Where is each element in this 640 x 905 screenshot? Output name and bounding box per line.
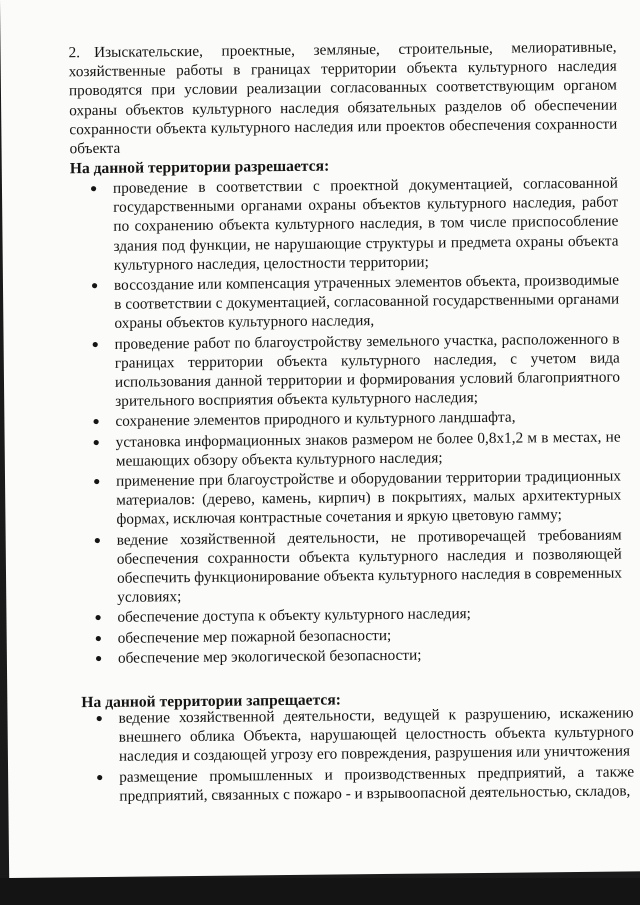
list-item xyxy=(88,174,619,276)
forbidden-heading: На данной территории запрещается: xyxy=(81,691,342,712)
bullet-icon: ● xyxy=(92,434,100,449)
bullet-icon: ● xyxy=(92,414,100,429)
bullet-icon: ● xyxy=(94,610,102,625)
list-item xyxy=(90,329,621,411)
bullet-icon: ● xyxy=(89,180,98,196)
list-item-text: обеспечение мер экологической безопасности; xyxy=(117,646,422,667)
bullet-icon: ● xyxy=(91,336,99,351)
list-item xyxy=(91,427,621,471)
list-item-text: ведение хозяйственной деятельности, ведущей к разрушению, искажению внешнего облика Объекта, нарушающей целостность объекта культурного наследия и создающей угрозу его повреждения, разрушения или уничтожения xyxy=(118,704,634,766)
list-item-text: проведение в соответствии с проектной документацией, согласованной государственными органами охраны объектов культурного наследия, работ по сохранению объекта культурного наследия, в том числе приспособление здания под функции, не нарушающие структуры и предмета охраны объекта культурного наследия, целостности территории; xyxy=(112,174,619,274)
list-item-text: установка информационных знаков размером не более 0,8х1,2 м в местах, не мешающих обзору объекта культурного наследия; xyxy=(115,428,621,470)
list-item xyxy=(89,271,620,334)
list-item-text: проведение работ по благоустройству земельного участка, расположенного в границах территории объекта культурного наследия, с учетом вида использования данной территории и формирования условий благоприятного зрительного восприятия объекта культурного наследия; xyxy=(114,330,621,411)
bullet-icon: ● xyxy=(90,278,99,293)
list-item xyxy=(94,762,634,806)
list-item-text: обеспечение доступа к объекту культурного наследия; xyxy=(117,605,471,627)
bullet-icon: ● xyxy=(96,769,104,784)
list-item-text: сохранение элементов природного и культурного ландшафта, xyxy=(115,409,516,431)
list-item-text: применение при благоустройстве и оборудовании территории традиционных материалов: (дерево, камень, кирпич) в покрытиях, малых архитектурных формах, исключая контрастные сочетания и яркую цветовую гамму; xyxy=(115,467,622,529)
list-item-text: размещение промышленных и производственных предприятий, а также предприятий, связанных с пожаро - и взрывоопасной деятельностью, складов, xyxy=(119,763,635,805)
list-item-text: воссоздание или компенсация утраченных элементов объекта, производимые в соответствии с документацией, согласованной государственными органами охраны объектов культурного наследия, xyxy=(113,271,620,333)
list-item xyxy=(93,703,634,766)
list-item-text: ведение хозяйственной деятельности, не противоречащей требованиям обеспечения сохранности объекта культурного наследия и позволяющей обеспечить функционирование объекта культурного наследия в современных условиях; xyxy=(116,526,623,607)
allowed-heading: На данной территории разрешается: xyxy=(69,157,330,178)
allowed-list xyxy=(88,174,623,670)
forbidden-list xyxy=(93,703,634,807)
paragraph-2 xyxy=(68,38,617,159)
bullet-icon: ● xyxy=(93,532,101,547)
list-item xyxy=(91,467,622,530)
paragraph-number: 2. xyxy=(68,44,81,62)
bullet-icon: ● xyxy=(92,474,101,489)
scan-edge xyxy=(0,878,640,905)
bullet-icon: ● xyxy=(95,710,103,726)
list-item xyxy=(92,525,623,607)
bullet-icon: ● xyxy=(94,650,103,665)
list-item-text: обеспечение мер пожарной безопасности; xyxy=(117,626,392,647)
paragraph-text: Изыскательские, проектные, земляные, строительные, мелиоративные, хозяйственные работы в границах территории объекта культурного наследия проводятся при условии реализации согласованных соответствующим органом охраны объектов культурного наследия обязательных разделов об обеспечении сохранности объекта культурного наследия или проектов обеспечения сохранности объекта xyxy=(68,38,618,158)
bullet-icon: ● xyxy=(94,630,103,645)
